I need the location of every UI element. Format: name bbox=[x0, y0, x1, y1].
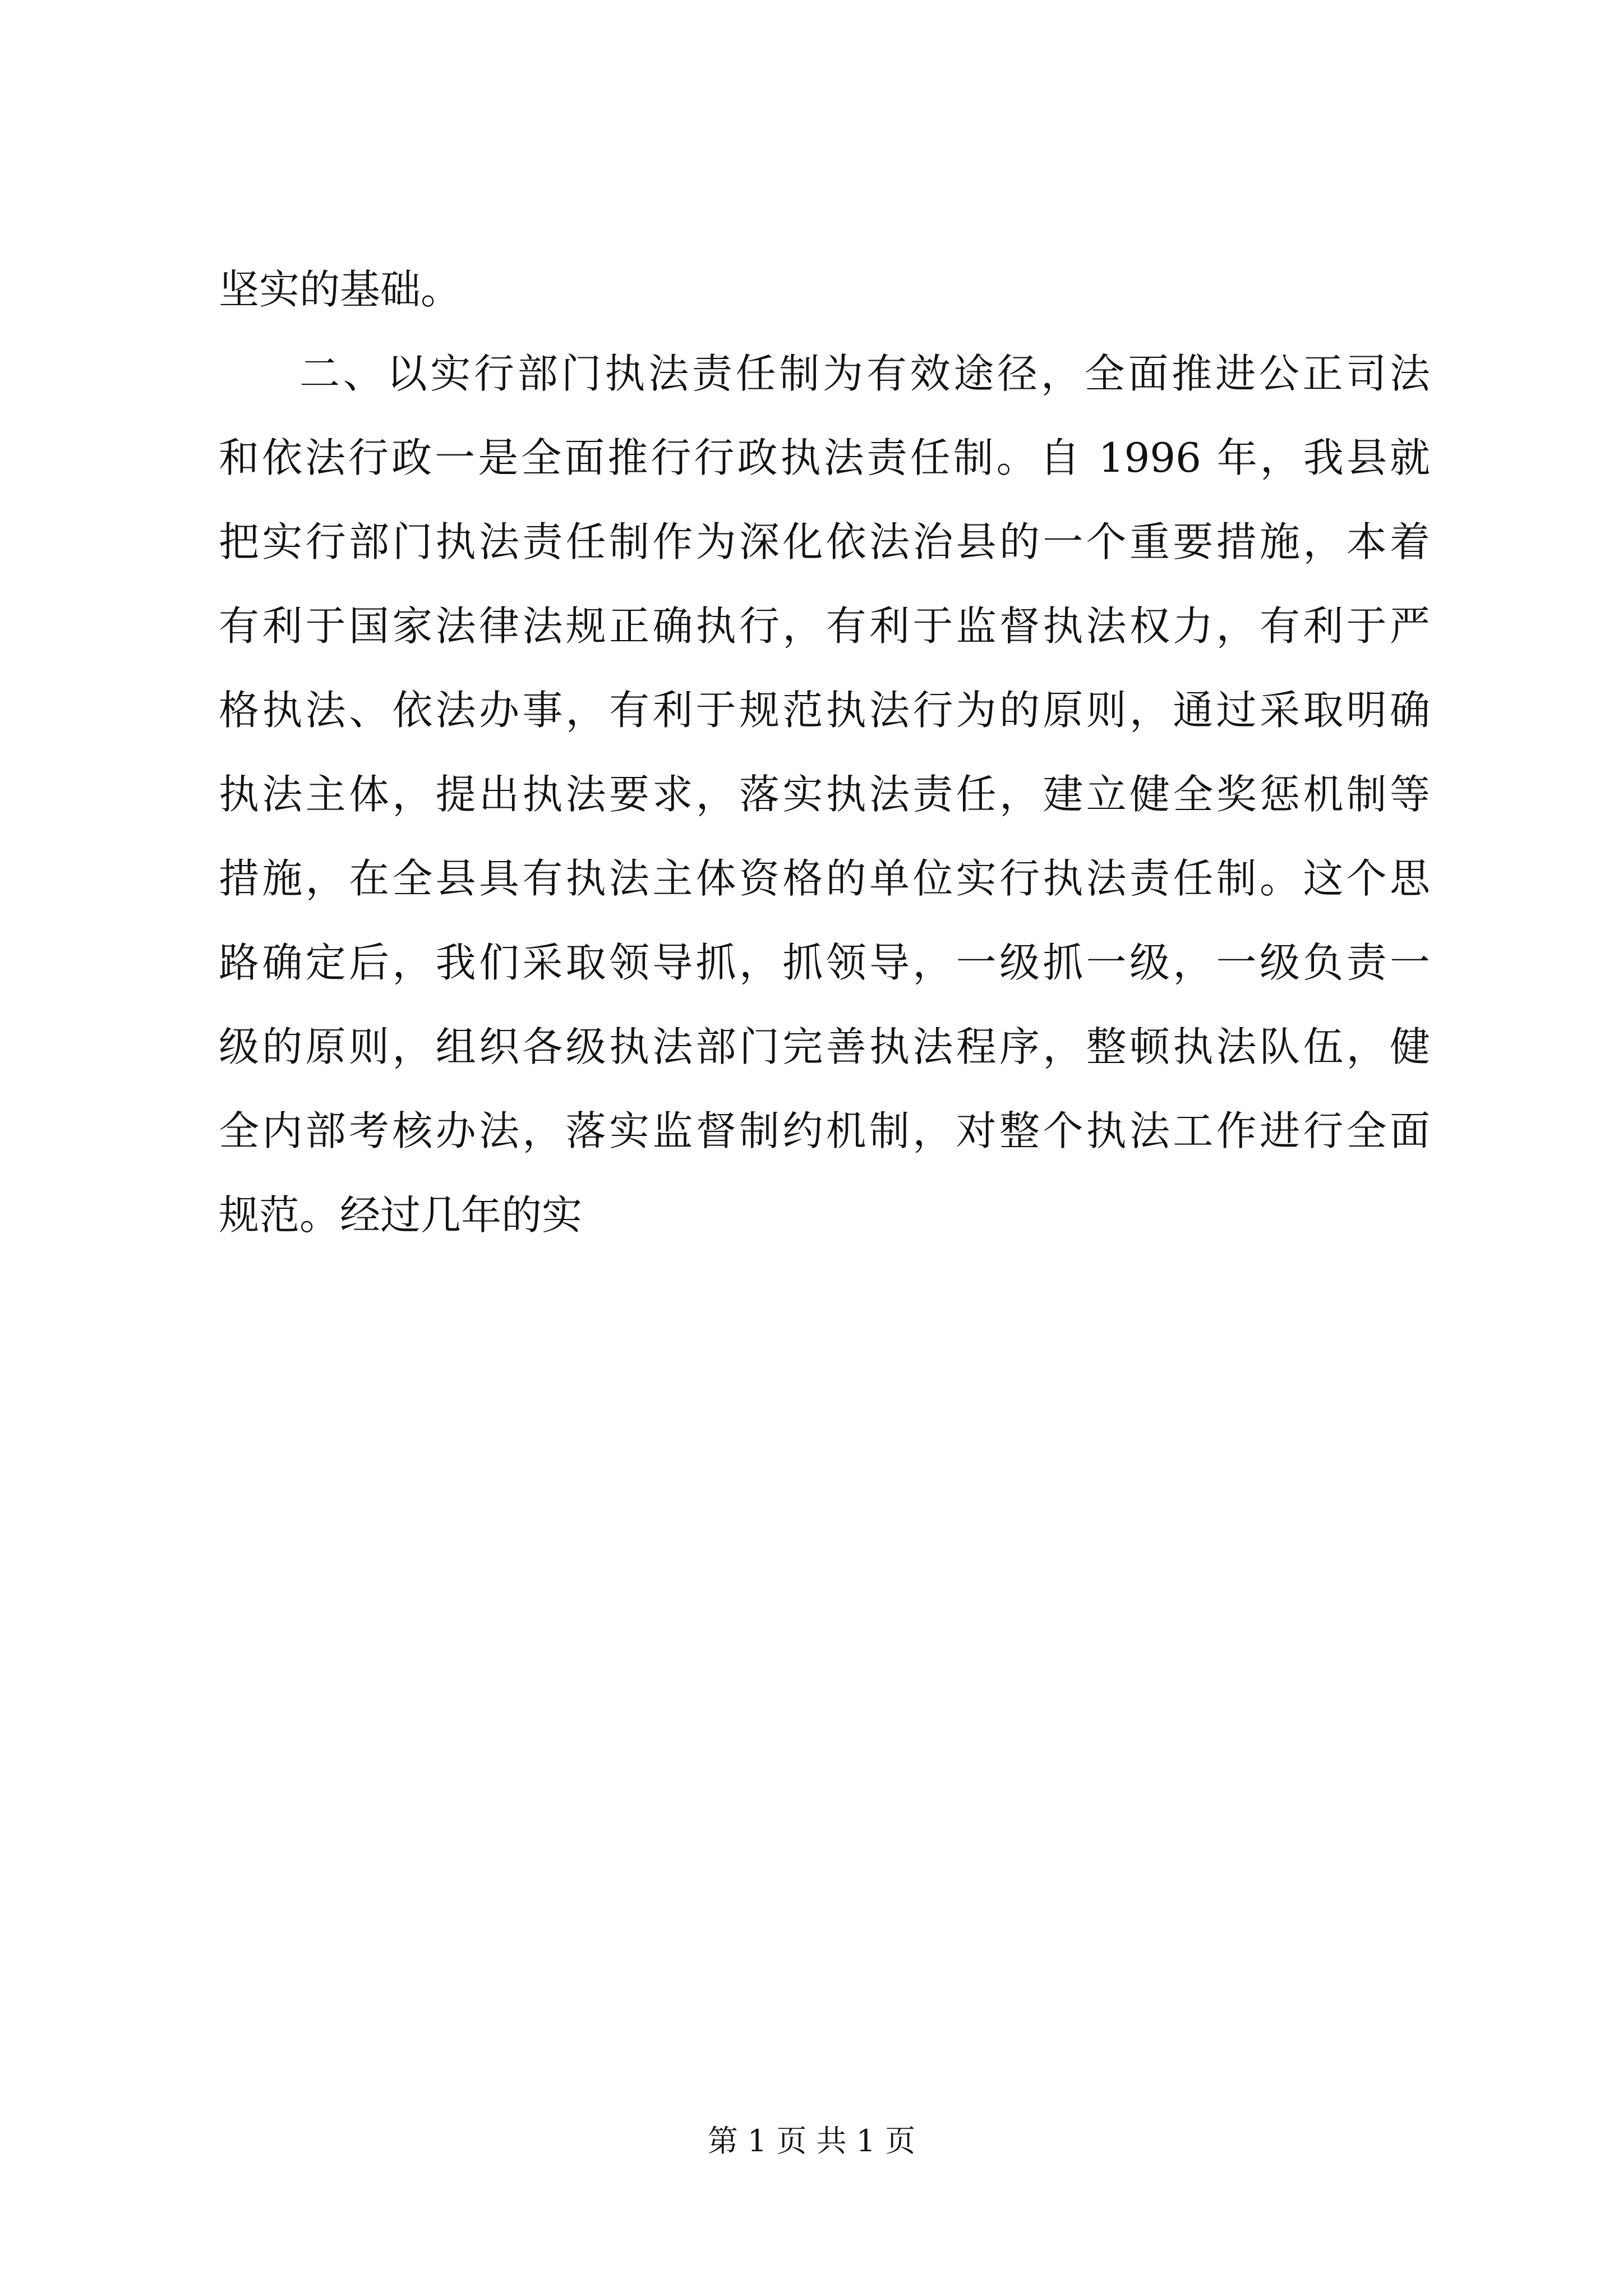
text-line: 有利于国家法律法规正确执行，有利于监督执法权力，有利于严 bbox=[219, 602, 1430, 650]
text-line: 把实行部门执法责任制作为深化依法治县的一个重要措施，本着 bbox=[219, 518, 1430, 565]
page-number: 第 1 页 共 1 页 bbox=[707, 2123, 916, 2159]
text-line: 级的原则，组织各级执法部门完善执法程序，整顿执法队伍，健 bbox=[219, 1023, 1430, 1070]
text-line: 坚实的基础。 bbox=[219, 266, 462, 313]
text-line: 措施，在全县具有执法主体资格的单位实行执法责任制。这个思 bbox=[219, 855, 1430, 902]
page-footer bbox=[0, 2123, 1623, 2159]
document-body bbox=[219, 266, 1430, 1279]
text-line: 规范。经过几年的实 bbox=[219, 1191, 583, 1239]
text-line: 路确定后，我们采取领导抓，抓领导，一级抓一级，一级负责一 bbox=[219, 939, 1430, 986]
text-line: 二、以实行部门执法责任制为有效途径，全面推进公正司法 bbox=[299, 350, 1430, 397]
text-line: 格执法、依法办事，有利于规范执法行为的原则，通过采取明确 bbox=[219, 687, 1430, 734]
text-line: 全内部考核办法，落实监督制约机制，对整个执法工作进行全面 bbox=[219, 1107, 1430, 1154]
text-line: 和依法行政一是全面推行行政执法责任制。自 1996 年，我县就 bbox=[219, 434, 1430, 481]
text-line: 执法主体，提出执法要求，落实执法责任，建立健全奖惩机制等 bbox=[219, 771, 1430, 818]
